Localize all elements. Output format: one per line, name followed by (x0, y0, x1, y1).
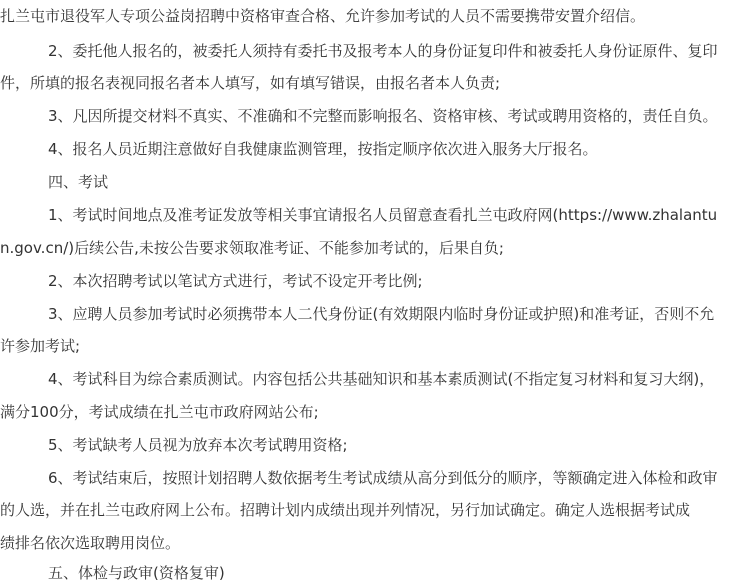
paragraph-line: 3、应聘人员参加考试时必须携带本人二代身份证(有效期限内临时身份证或护照)和准考证，否则不允 (48, 305, 715, 323)
paragraph-line: 5、考试缺考人员视为放弃本次考试聘用资格; (48, 436, 348, 454)
paragraph-line: 3、凡因所提交材料不真实、不准确和不完整而影响报名、资格审核、考试或聘用资格的，责任自负。 (48, 107, 718, 125)
paragraph-line: 4、考试科目为综合素质测试。内容包括公共基础知识和基本素质测试(不指定复习材料和复习大纲)， (48, 370, 715, 388)
paragraph-line: 4、报名人员近期注意做好自我健康监测管理，按指定顺序依次进入服务大厅报名。 (48, 140, 598, 158)
paragraph-line: n.gov.cn/)后续公告,未按公告要求领取准考证、不能参加考试的，后果自负; (0, 239, 504, 257)
paragraph-line: 2、本次招聘考试以笔试方式进行，考试不设定开考比例; (48, 272, 423, 290)
paragraph-line: 1、考试时间地点及准考证发放等相关事宜请报名人员留意查看扎兰屯政府网(https://www.zhalantu (48, 206, 718, 224)
paragraph-line: 绩排名依次选取聘用岗位。 (0, 534, 181, 552)
paragraph-line: 6、考试结束后，按照计划招聘人数依据考生考试成绩从高分到低分的顺序，等额确定进入体检和政审 (48, 469, 718, 487)
paragraph-line: 满分100分，考试成绩在扎兰屯市政府网站公布; (0, 403, 319, 421)
section-heading: 四、考试 (48, 173, 109, 191)
section-heading: 五、体检与政审(资格复审) (48, 564, 225, 582)
paragraph-line: 扎兰屯市退役军人专项公益岗招聘中资格审查合格、允许参加考试的人员不需要携带安置介绍信。 (0, 7, 646, 25)
paragraph-line: 许参加考试; (0, 337, 81, 355)
paragraph-line: 的人选，并在扎兰屯政府网上公布。招聘计划内成绩出现并列情况，另行加试确定。确定人选根据考试成 (0, 501, 691, 519)
paragraph-line: 2、委托他人报名的，被委托人须持有委托书及报考本人的身份证复印件和被委托人身份证原件、复印 (48, 42, 718, 60)
paragraph-line: 件，所填的报名表视同报名者本人填写，如有填写错误，由报名者本人负责; (0, 74, 501, 92)
